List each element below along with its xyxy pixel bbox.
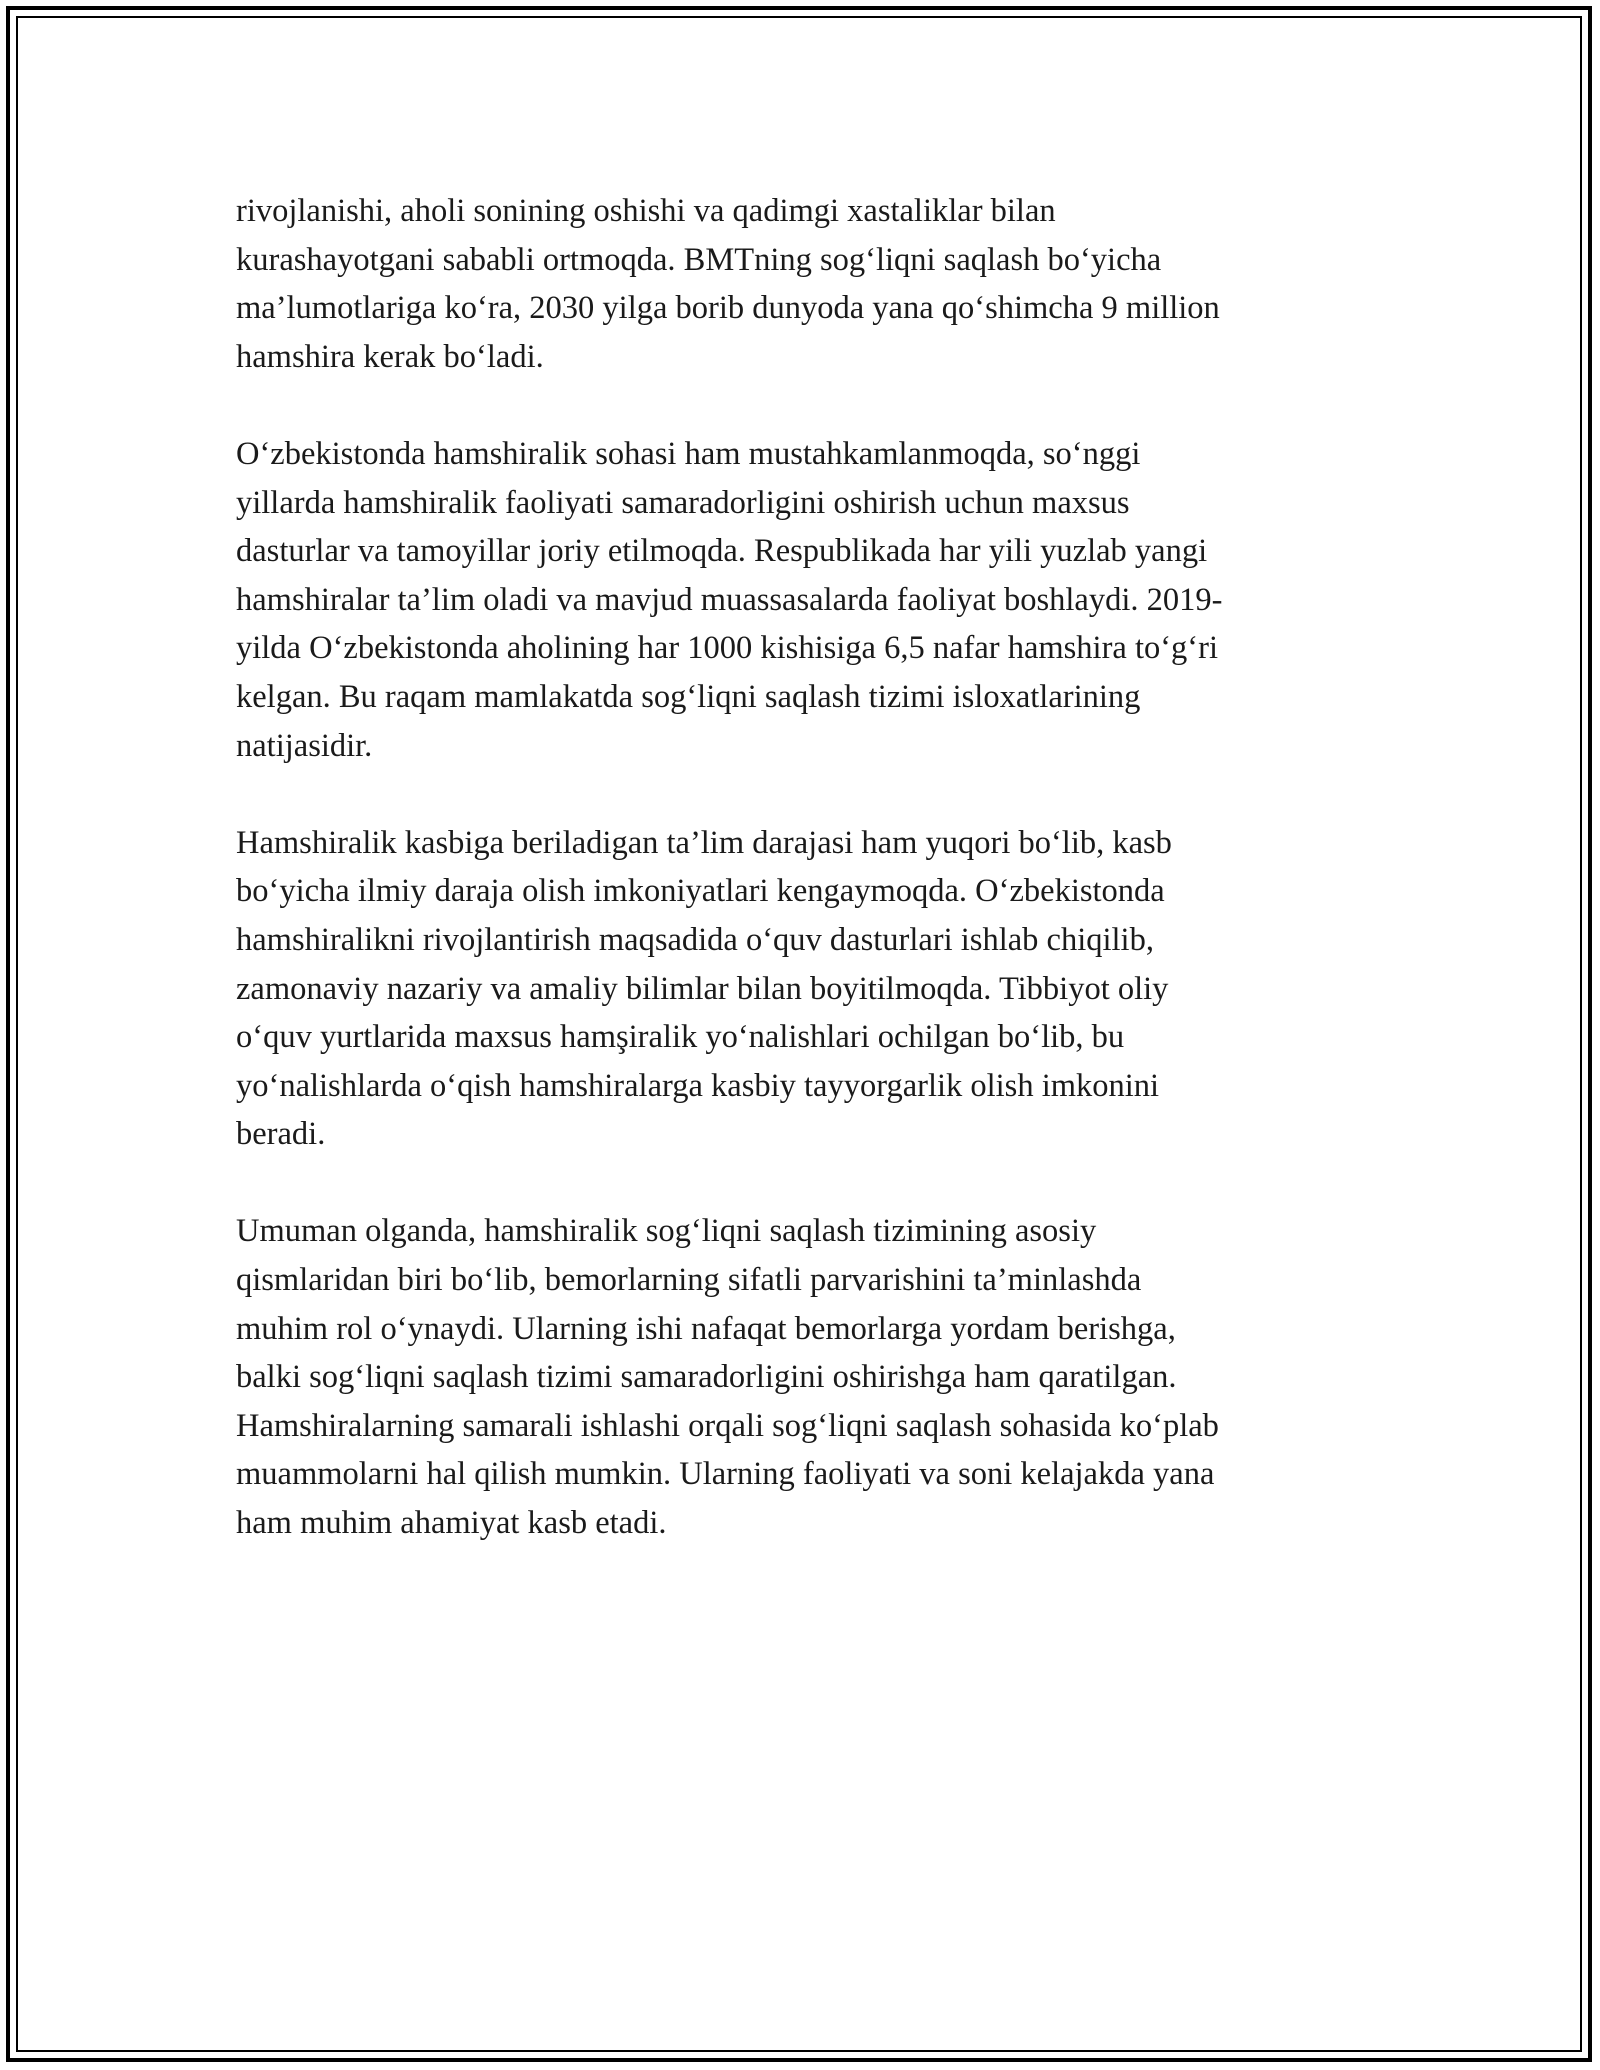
paragraph-line: dasturlar va tamoyillar joriy etilmoqda. Respublikada har yili yuzlab yangi bbox=[236, 533, 1208, 570]
paragraph-line: yo‘nalishlarda o‘qish hamshiralarga kasbiy tayyorgarlik olish imkonini bbox=[236, 1067, 1160, 1104]
paragraph-line: muhim rol o‘ynaydi. Ularning ishi nafaqat bemorlarga yordam berishga, bbox=[236, 1310, 1176, 1347]
paragraph-line: beradi. bbox=[236, 1116, 326, 1153]
paragraph-line: yillarda hamshiralik faoliyati samaradorligini oshirish uchun maxsus bbox=[236, 484, 1130, 521]
paragraph-line: bo‘yicha ilmiy daraja olish imkoniyatlari kengaymoqda. O‘zbekistonda bbox=[236, 873, 1165, 910]
paragraph-line: hamshira kerak bo‘ladi. bbox=[236, 338, 544, 375]
paragraph-line: Hamshiralik kasbiga beriladigan ta’lim darajasi ham yuqori bo‘lib, kasb bbox=[236, 824, 1172, 861]
paragraph-line: Hamshiralarning samarali ishlashi orqali sog‘liqni saqlash sohasida ko‘plab bbox=[236, 1407, 1219, 1444]
document-body bbox=[236, 187, 1356, 1548]
paragraph-4 bbox=[236, 1207, 1356, 1547]
paragraph-line: zamonaviy nazariy va amaliy bilimlar bilan boyitilmoqda. Tibbiyot oliy bbox=[236, 970, 1169, 1007]
paragraph-1 bbox=[236, 187, 1356, 381]
paragraph-line: rivojlanishi, aholi sonining oshishi va qadimgi xastaliklar bilan bbox=[236, 193, 1056, 229]
paragraph-line: kelgan. Bu raqam mamlakatda sog‘liqni saqlash tizimi isloxatlarining bbox=[236, 678, 1141, 715]
paragraph-line: hamshiralar ta’lim oladi va mavjud muassasalarda faoliyat boshlaydi. 2019- bbox=[236, 581, 1223, 618]
paragraph-line: natijasidir. bbox=[236, 727, 373, 764]
paragraph-line: hamshiralikni rivojlantirish maqsadida o‘quv dasturlari ishlab chiqilib, bbox=[236, 921, 1154, 958]
paragraph-line: o‘quv yurtlarida maxsus hamşiralik yo‘nalishlari ochilgan bo‘lib, bu bbox=[236, 1019, 1125, 1056]
paragraph-line: O‘zbekistonda hamshiralik sohasi ham mustahkamlanmoqda, so‘nggi bbox=[236, 435, 1141, 472]
paragraph-line: ma’lumotlariga ko‘ra, 2030 yilga borib dunyoda yana qo‘shimcha 9 million bbox=[236, 290, 1220, 327]
paragraph-line: yilda O‘zbekistonda aholining har 1000 kishisiga 6,5 nafar hamshira to‘g‘ri bbox=[236, 630, 1218, 667]
paragraph-line: balki sog‘liqni saqlash tizimi samaradorligini oshirishga ham qaratilgan. bbox=[236, 1359, 1177, 1396]
paragraph-line: muammolarni hal qilish mumkin. Ularning faoliyati va soni kelajakda yana bbox=[236, 1456, 1215, 1493]
paragraph-line: ham muhim ahamiyat kasb etadi. bbox=[236, 1505, 667, 1542]
paragraph-3 bbox=[236, 819, 1356, 1159]
paragraph-line: qismlaridan biri bo‘lib, bemorlarning sifatli parvarishini ta’minlashda bbox=[236, 1262, 1142, 1299]
paragraph-2 bbox=[236, 430, 1356, 770]
paragraph-line: kurashayotgani sababli ortmoqda. BMTning sog‘liqni saqlash bo‘yicha bbox=[236, 241, 1162, 278]
paragraph-line: Umuman olganda, hamshiralik sog‘liqni saqlash tizimining asosiy bbox=[236, 1213, 1097, 1250]
